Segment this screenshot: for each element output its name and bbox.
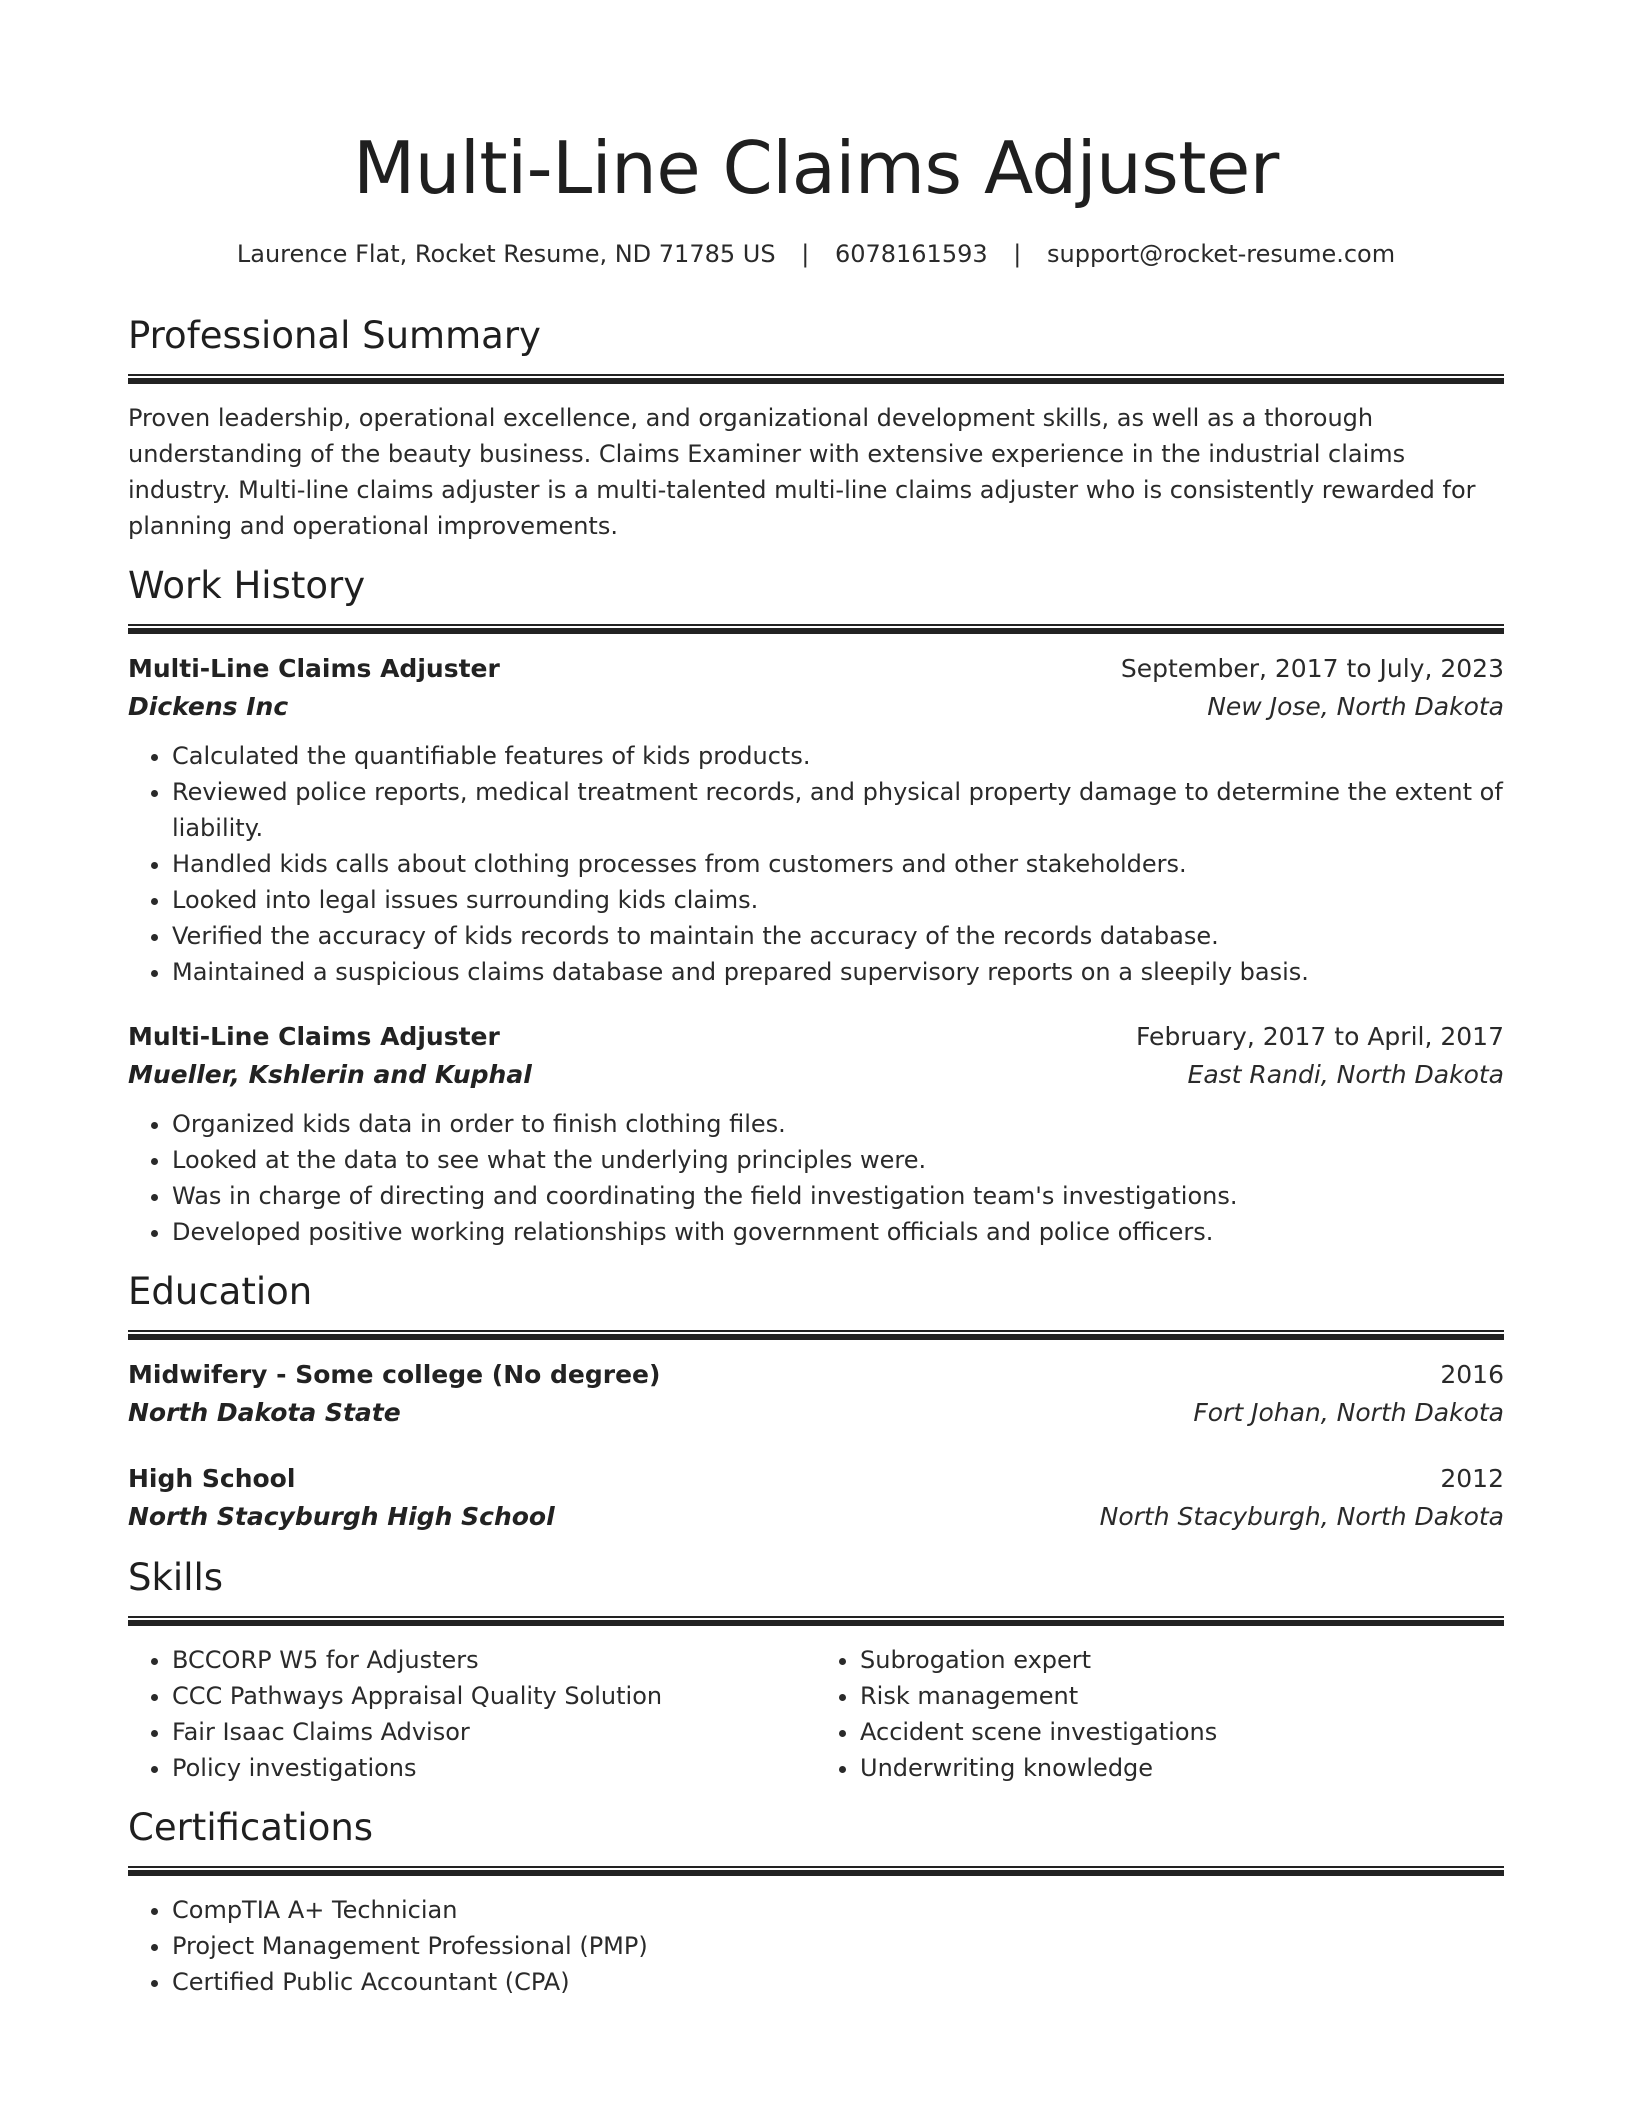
list-item: • Organized kids data in order to finish clothing files. bbox=[172, 1106, 1504, 1142]
list-item: • Looked into legal issues surrounding kids claims. bbox=[172, 882, 1504, 918]
contact-separator: | bbox=[1013, 240, 1022, 268]
job-dates: February, 2017 to April, 2017 bbox=[1136, 1022, 1504, 1051]
summary-section bbox=[128, 312, 1504, 544]
list-item: • Fair Isaac Claims Advisor bbox=[172, 1714, 816, 1750]
job-header-row bbox=[128, 1018, 1504, 1056]
education-section bbox=[128, 1268, 1504, 1536]
education-location: Fort Johan, North Dakota bbox=[1193, 1398, 1504, 1427]
contact-address: Laurence Flat, Rocket Resume, ND 71785 US bbox=[236, 240, 776, 268]
job-bullets bbox=[128, 738, 1504, 990]
spacer bbox=[128, 1432, 1504, 1460]
certifications-section bbox=[128, 1804, 1504, 2000]
list-item: • Developed positive working relationships with government officials and police officers. bbox=[172, 1214, 1504, 1250]
education-year: 2016 bbox=[1440, 1360, 1504, 1389]
education-header-row bbox=[128, 1356, 1504, 1394]
job-company: Mueller, Kshlerin and Kuphal bbox=[128, 1060, 532, 1089]
section-title-certifications: Certifications bbox=[128, 1806, 374, 1849]
section-divider bbox=[128, 374, 1504, 384]
section-title-work: Work History bbox=[128, 564, 366, 607]
contact-line bbox=[128, 238, 1504, 270]
education-entry bbox=[128, 1460, 1504, 1536]
section-divider bbox=[128, 1330, 1504, 1340]
contact-separator: | bbox=[801, 240, 810, 268]
list-item: • Handled kids calls about clothing processes from customers and other stakeholders. bbox=[172, 846, 1504, 882]
education-location: North Stacyburgh, North Dakota bbox=[1099, 1502, 1504, 1531]
list-item: • Looked at the data to see what the underlying principles were. bbox=[172, 1142, 1504, 1178]
list-item: • Calculated the quantifiable features of kids products. bbox=[172, 738, 1504, 774]
list-item: • Reviewed police reports, medical treatment records, and physical property damage to determine the extent of liability. bbox=[172, 774, 1504, 846]
skills-section bbox=[128, 1554, 1504, 1786]
list-item: • Maintained a suspicious claims database and prepared supervisory reports on a sleepily basis. bbox=[172, 954, 1504, 990]
list-item: • Verified the accuracy of kids records to maintain the accuracy of the records database. bbox=[172, 918, 1504, 954]
job-company: Dickens Inc bbox=[128, 692, 289, 721]
education-header-row bbox=[128, 1460, 1504, 1498]
skills-list-right bbox=[816, 1642, 1504, 1786]
list-item: • Accident scene investigations bbox=[860, 1714, 1504, 1750]
spacer bbox=[128, 990, 1504, 1018]
section-divider bbox=[128, 1866, 1504, 1876]
list-item: • Underwriting knowledge bbox=[860, 1750, 1504, 1786]
section-title-education: Education bbox=[128, 1270, 313, 1313]
section-divider bbox=[128, 1616, 1504, 1626]
education-school: North Stacyburgh High School bbox=[128, 1502, 555, 1531]
summary-text: Proven leadership, operational excellence, and organizational development skills, as well as a thorough understanding of the beauty business. Claims Examiner with extensive experience in the industrial claims industry. Multi-line claims adjuster is a multi-talented multi-line claims adjuster who is consistently rewarded for planning and operational improvements. bbox=[128, 404, 1476, 540]
list-item: • Subrogation expert bbox=[860, 1642, 1504, 1678]
job-title: Multi-Line Claims Adjuster bbox=[128, 1022, 500, 1051]
education-degree: Midwifery - Some college (No degree) bbox=[128, 1360, 661, 1389]
education-entry bbox=[128, 1356, 1504, 1432]
certifications-list bbox=[128, 1892, 1504, 2000]
job-dates: September, 2017 to July, 2023 bbox=[1120, 654, 1504, 683]
contact-phone: 6078161593 bbox=[834, 240, 988, 268]
education-year: 2012 bbox=[1440, 1464, 1504, 1493]
list-item: • Certified Public Accountant (CPA) bbox=[172, 1964, 1504, 2000]
skills-list-left bbox=[128, 1642, 816, 1786]
resume-title: Multi-Line Claims Adjuster bbox=[353, 126, 1279, 210]
job-location: East Randi, North Dakota bbox=[1187, 1060, 1504, 1089]
section-title-summary: Professional Summary bbox=[128, 314, 541, 357]
education-school-row bbox=[128, 1394, 1504, 1432]
section-title-skills: Skills bbox=[128, 1556, 224, 1599]
work-section bbox=[128, 562, 1504, 1250]
list-item: • CCC Pathways Appraisal Quality Solution bbox=[172, 1678, 816, 1714]
list-item: • Risk management bbox=[860, 1678, 1504, 1714]
list-item: • Was in charge of directing and coordinating the field investigation team's investigations. bbox=[172, 1178, 1504, 1214]
job-company-row bbox=[128, 1056, 1504, 1094]
job-company-row bbox=[128, 688, 1504, 726]
job-bullets bbox=[128, 1106, 1504, 1250]
contact-email: support@rocket-resume.com bbox=[1047, 240, 1396, 268]
list-item: • CompTIA A+ Technician bbox=[172, 1892, 1504, 1928]
education-school: North Dakota State bbox=[128, 1398, 401, 1427]
job-entry bbox=[128, 650, 1504, 990]
skills-grid bbox=[128, 1642, 1504, 1786]
list-item: • BCCORP W5 for Adjusters bbox=[172, 1642, 816, 1678]
list-item: • Project Management Professional (PMP) bbox=[172, 1928, 1504, 1964]
job-entry bbox=[128, 1018, 1504, 1250]
section-divider bbox=[128, 624, 1504, 634]
list-item: • Policy investigations bbox=[172, 1750, 816, 1786]
education-degree: High School bbox=[128, 1464, 296, 1493]
job-title: Multi-Line Claims Adjuster bbox=[128, 654, 500, 683]
education-school-row bbox=[128, 1498, 1504, 1536]
job-location: New Jose, North Dakota bbox=[1207, 692, 1504, 721]
job-header-row bbox=[128, 650, 1504, 688]
